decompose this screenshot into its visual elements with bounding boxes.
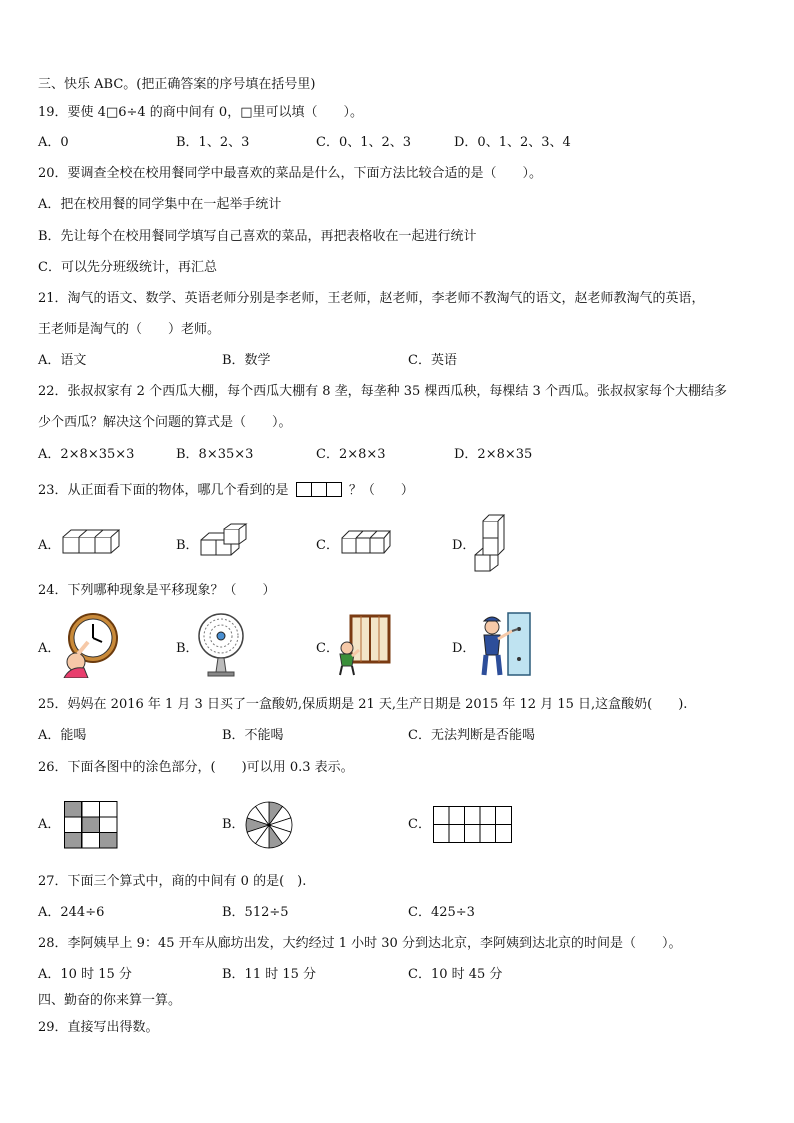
q23-cubes-d-figure[interactable] (474, 513, 506, 573)
q20-option-b[interactable]: B．先让每个在校用餐同学填写自己喜欢的菜品，再把表格收在一起进行统计 (38, 229, 477, 244)
q21-option-a[interactable]: A．语文 (38, 353, 87, 368)
q26-label-c[interactable]: C． (408, 817, 431, 832)
q22-option-b[interactable]: B．8×35×3 (176, 447, 254, 462)
q25-option-b[interactable]: B．不能喝 (222, 728, 284, 743)
three-squares-front-view (296, 482, 342, 497)
q23-stem-after: ？（ ） (348, 483, 414, 498)
q24-label-b[interactable]: B． (176, 641, 199, 656)
q25-stem: 25．妈妈在 2016 年 1 月 3 日买了一盒酸奶,保质期是 21 天,生产日期是 2015 年 12 月 15 日,这盒酸奶( ). (38, 697, 688, 712)
q26-stem: 26．下面各图中的涂色部分，( )可以用 0.3 表示。 (38, 760, 354, 775)
q19-option-b[interactable]: B．1、2、3 (176, 135, 250, 150)
q21-option-b[interactable]: B．数学 (222, 353, 271, 368)
q21-stem-line1: 21．淘气的语文、数学、英语老师分别是李老师，王老师，赵老师，李老师不教淘气的语文，赵老师教淘气的英语， (38, 291, 705, 306)
q19-option-c[interactable]: C．0、1、2、3 (316, 135, 412, 150)
q23-label-d[interactable]: D． (452, 538, 476, 553)
q23-cubes-a-figure[interactable] (62, 528, 120, 558)
q28-option-c[interactable]: C．10 时 45 分 (408, 967, 503, 982)
q26-strip-figure[interactable] (433, 806, 513, 844)
q21-option-c[interactable]: C．英语 (408, 353, 457, 368)
q19-option-d[interactable]: D．0、1、2、3、4 (454, 135, 571, 150)
q21-stem-line2: 王老师是淘气的（ ）老师。 (38, 322, 221, 337)
q22-option-c[interactable]: C．2×8×3 (316, 447, 386, 462)
q27-option-b[interactable]: B．512÷5 (222, 905, 289, 920)
q26-grid-figure[interactable] (64, 801, 118, 849)
q28-option-b[interactable]: B．11 时 15 分 (222, 967, 317, 982)
q23-label-c[interactable]: C． (316, 538, 339, 553)
q24-window-illustration[interactable] (337, 614, 391, 676)
q20-option-a[interactable]: A．把在校用餐的同学集中在一起举手统计 (38, 197, 282, 212)
q27-option-c[interactable]: C．425÷3 (408, 905, 475, 920)
section-4-heading: 四、勤奋的你来算一算。 (38, 993, 182, 1008)
q27-stem: 27．下面三个算式中，商的中间有 0 的是( ). (38, 874, 307, 889)
q24-label-d[interactable]: D． (452, 641, 476, 656)
q23-stem-before: 23．从正面看下面的物体，哪几个看到的是 (38, 483, 289, 498)
q24-label-c[interactable]: C． (316, 641, 339, 656)
q25-option-c[interactable]: C．无法判断是否能喝 (408, 728, 535, 743)
q22-option-a[interactable]: A．2×8×35×3 (38, 447, 135, 462)
q28-stem: 28．李阿姨早上 9：45 开车从廊坊出发，大约经过 1 小时 30 分到达北京，李阿姨到达北京的时间是（ ）。 (38, 936, 682, 951)
q23-label-b[interactable]: B． (176, 538, 199, 553)
q19-option-a[interactable]: A．0 (38, 135, 69, 150)
q23-label-a[interactable]: A． (38, 538, 61, 553)
q20-option-c[interactable]: C．可以先分班级统计，再汇总 (38, 260, 217, 275)
q20-stem: 20．要调查全校在校用餐同学中最喜欢的菜品是什么，下面方法比较合适的是（ ）。 (38, 166, 543, 181)
q26-label-a[interactable]: A． (38, 817, 61, 832)
q22-stem-line1: 22．张叔叔家有 2 个西瓜大棚，每个西瓜大棚有 8 垄，每垄种 35 棵西瓜秧，每棵结 3 个西瓜。张叔叔家每个大棚结多 (38, 384, 727, 399)
section-3-heading: 三、快乐 ABC。(把正确答案的序号填在括号里) (38, 77, 316, 92)
q24-stem: 24．下列哪种现象是平移现象？（ ） (38, 583, 276, 598)
q24-screwdriver-illustration[interactable] (476, 611, 532, 679)
q19-stem: 19．要使 4□6÷4 的商中间有 0，□里可以填（ ）。 (38, 105, 363, 120)
q22-stem-line2: 少个西瓜？解决这个问题的算式是（ ）。 (38, 415, 292, 430)
q23-stem (38, 482, 414, 500)
q22-option-d[interactable]: D．2×8×35 (454, 447, 533, 462)
q24-clock-illustration[interactable] (62, 612, 120, 678)
q24-fan-illustration[interactable] (196, 608, 246, 678)
q23-cubes-c-figure[interactable] (341, 528, 391, 558)
q27-option-a[interactable]: A．244÷6 (38, 905, 105, 920)
q24-label-a[interactable]: A． (38, 641, 61, 656)
q28-option-a[interactable]: A．10 时 15 分 (38, 967, 132, 982)
q26-circle-figure[interactable] (244, 800, 294, 850)
q23-cubes-b-figure[interactable] (200, 523, 250, 559)
q29-stem: 29．直接写出得数。 (38, 1020, 159, 1035)
q25-option-a[interactable]: A．能喝 (38, 728, 87, 743)
q26-label-b[interactable]: B． (222, 817, 245, 832)
